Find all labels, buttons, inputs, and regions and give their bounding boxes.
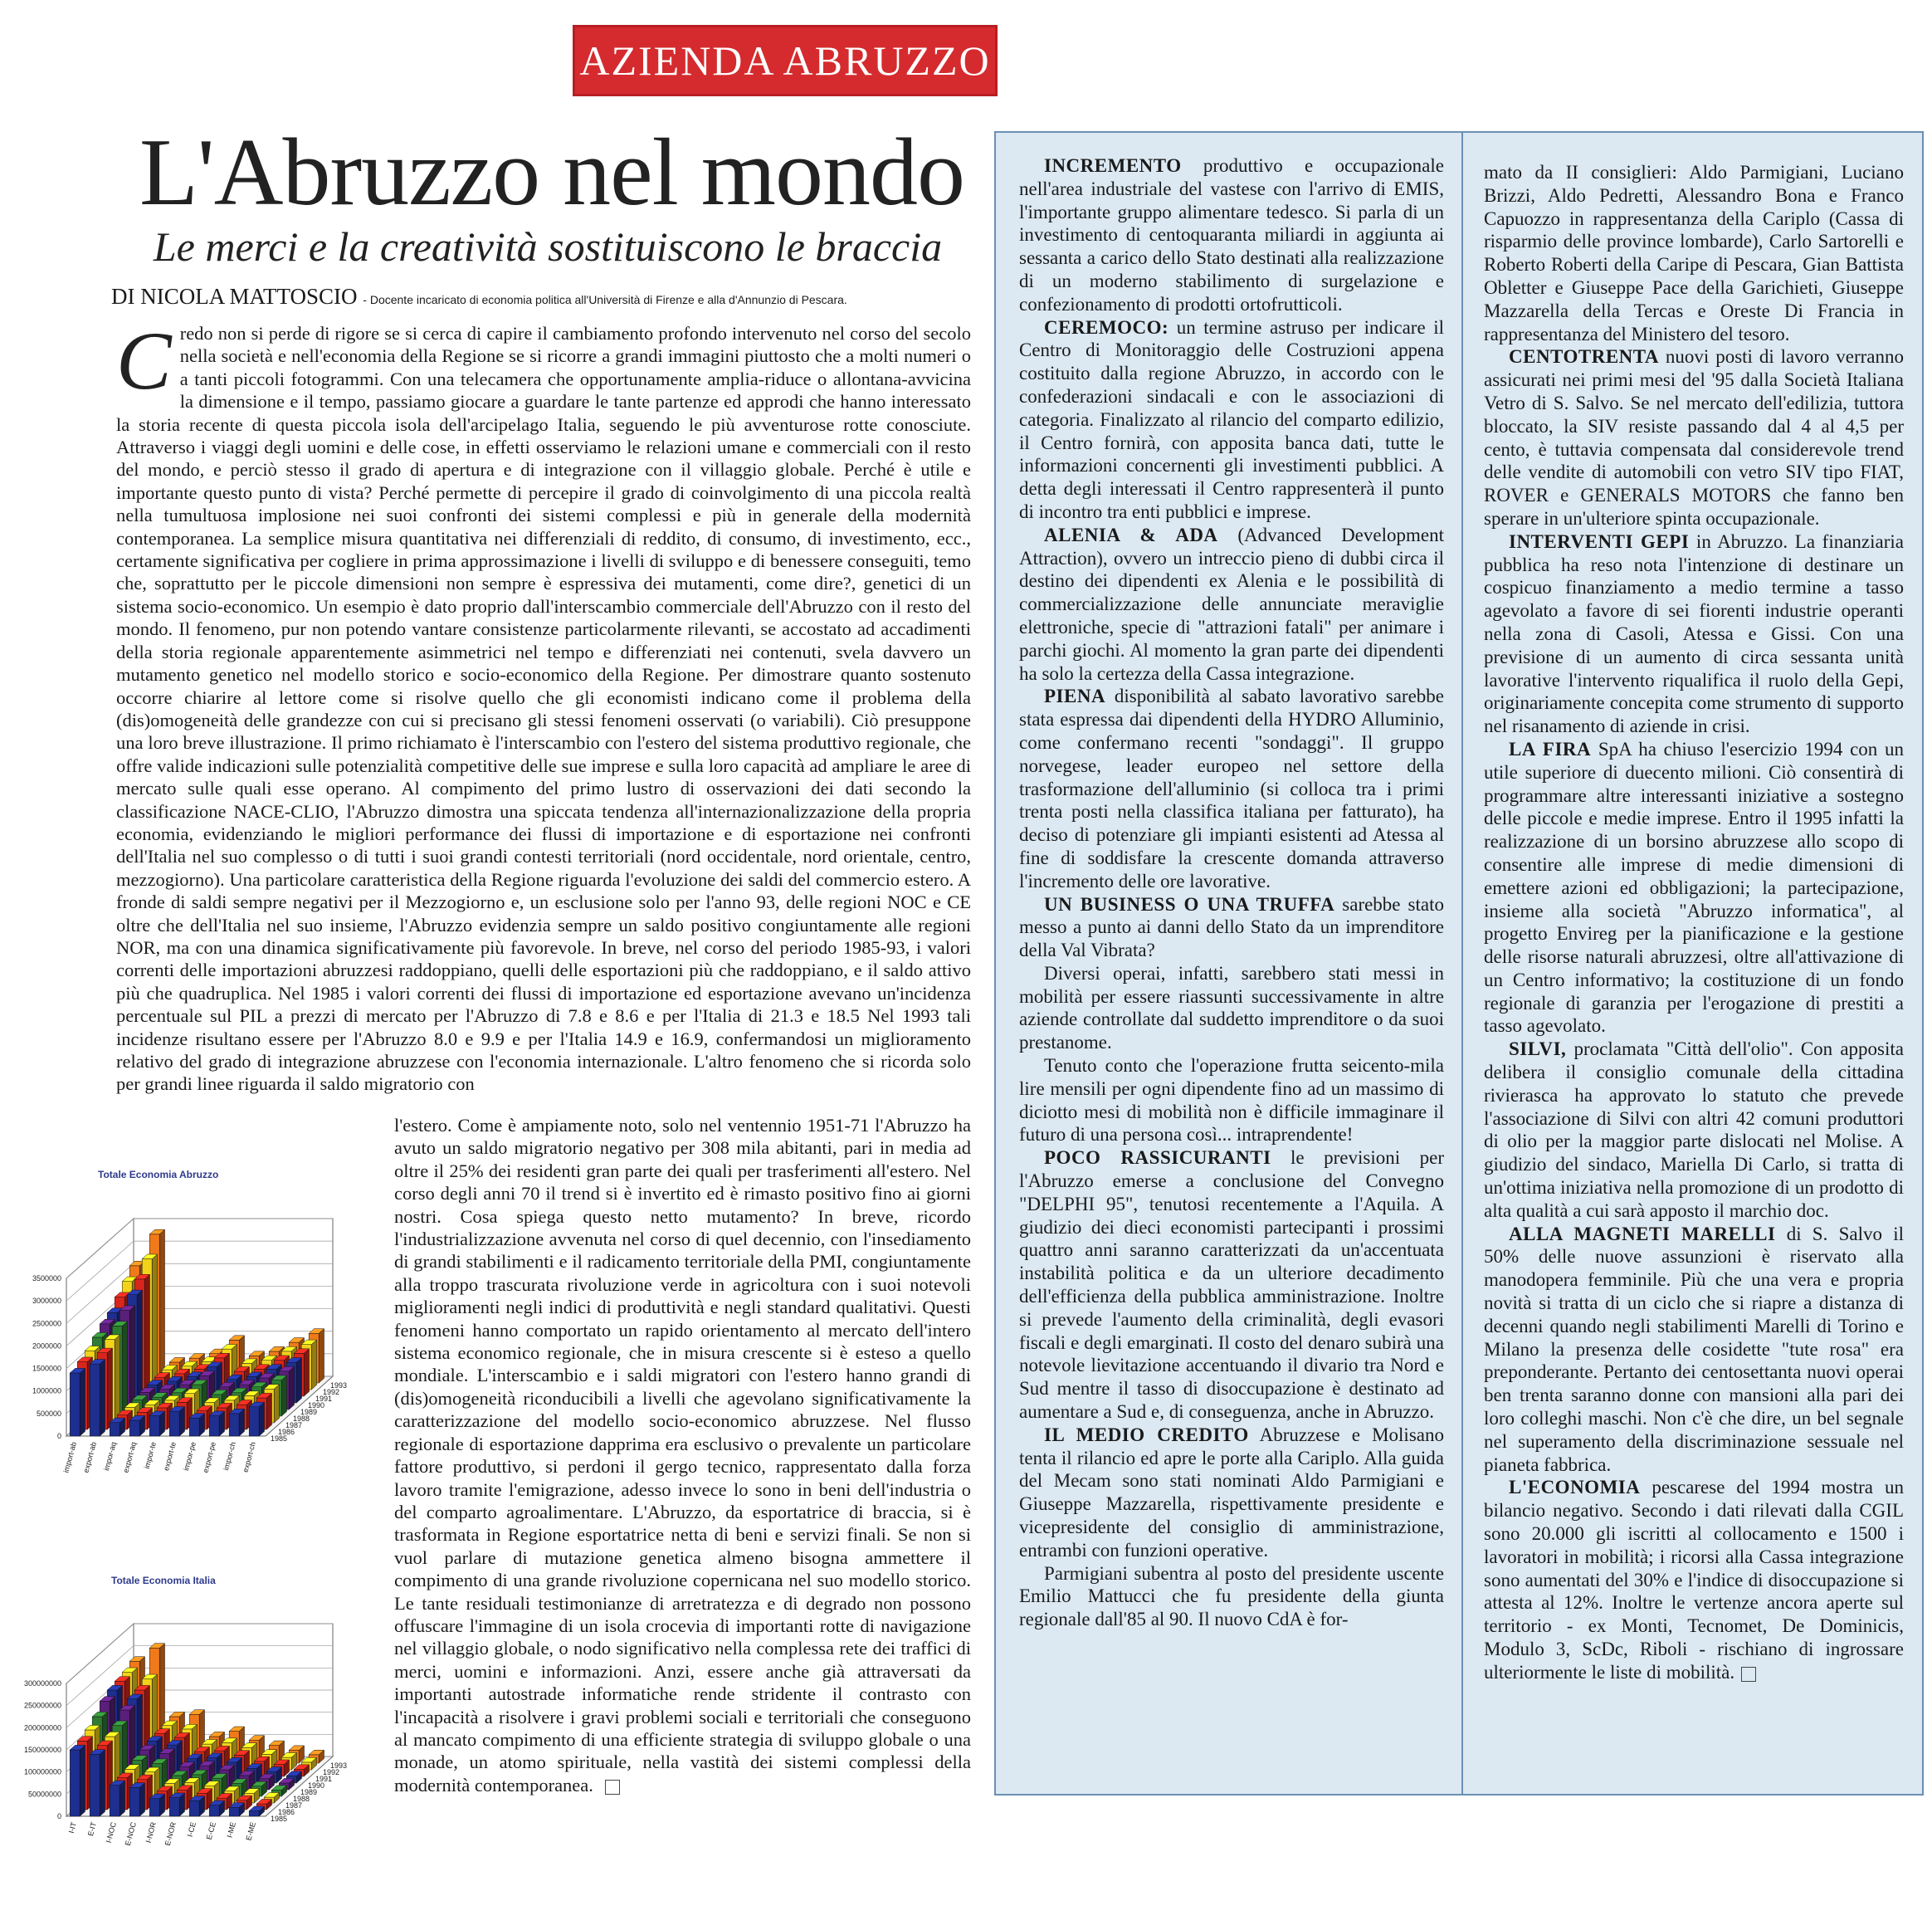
category-label: E-NOC (123, 1820, 138, 1847)
news-sidebar (994, 131, 1924, 1796)
y-tick-label: 3000000 (32, 1297, 61, 1306)
bar-side (129, 1306, 134, 1410)
bar-side (266, 1393, 271, 1429)
news-item (1484, 1038, 1904, 1222)
news-keyword: ALLA MAGNETI MARELLI (1509, 1223, 1776, 1244)
year-label: 1987 (285, 1801, 303, 1810)
category-label: export-aq (121, 1440, 138, 1474)
bar-side (107, 1348, 112, 1429)
bar-side (159, 1229, 164, 1383)
news-keyword: L'ECONOMIA (1509, 1477, 1641, 1498)
author-affiliation: - Docente incaricato di economia politica all'Università di Firenze e alla d'Annunzio di Pescara. (363, 293, 847, 306)
bar-side (122, 1322, 127, 1416)
y-tick-label: 2000000 (32, 1341, 61, 1351)
byline-prefix: DI (111, 284, 135, 309)
news-text: pescarese del 1994 mostra un bilancio negativo. Secondo i dati rilevati dalla CGIL sono 20.000 gli iscritti al collocamento e 1500 i lavoratori in mobilità; i ricorsi alla Cassa integrazione sono aumentati del 30% e l'indice di disoccupazione si attesta al 12%. Inoltre le vertenze ancora aperte sul territorio - ex Monti, Tecnomet, De Dominicis, Modulo 3, ScDc, Riboli - rischiano di ingrossare ulteriormente le liste di mobilità. (1484, 1477, 1904, 1683)
news-text: un termine astruso per indicare il Centro di Monitoraggio delle Costruzioni appena costituito dalla regione Abruzzo, in accordo con le confederazioni sindacali e con le associazioni di categoria. Finalizzato al rilancio del comparto edilizio, il Centro fornirà, con apposita banca dati, tutte le informazioni concernenti gli investimenti pubblici. A detta degli interessati il Centro rappresenterà il punto di incontro tra enti pubblici e imprese. (1019, 316, 1444, 522)
bar-side (144, 1274, 149, 1396)
bar-front (229, 1807, 239, 1816)
news-item (1484, 530, 1904, 738)
year-label: 1991 (315, 1395, 333, 1403)
category-label: I-CE (185, 1820, 198, 1838)
category-label: export-pe (201, 1440, 217, 1474)
bar-front (149, 1799, 159, 1816)
news-text: nuovi posti di lavoro verranno assicurati nei primi mesi del '95 dalla Società Italiana Vetro di S. Salvo. Se nel mercato dell'edilizia, tuttora bloccato, la SIV resiste passando dal 4 al 4,5 per cento, è tuttavia compensata dal considerevole trend delle vendite di automobili con vetro SIV tipo FIAT, ROVER e GENERALS MOTORS che fanno ben sperare in un'ulteriore spinta occupazionale. (1484, 346, 1904, 529)
bar-side (80, 1368, 85, 1436)
bar-front (129, 1420, 139, 1436)
chart-italia (0, 1592, 390, 1920)
year-label: 1989 (300, 1788, 318, 1796)
news-text: in Abruzzo. La finanziaria pubblica ha reso nota l'intenzione di destinare un cospicuo finanziamento a medio termine a tasso agevolato a favore di sei fiorenti industrie operanti nella zona di Casoli, Atessa e Gissi. Con una previsione di un aumento di circa sessanta unità lavorative l'intervento riqualifica il ruolo della Gepi, originariamente concepita come strumento di supporto nel risanamento di aziende in crisi. (1484, 530, 1904, 737)
category-label: E-NOR (163, 1820, 178, 1847)
bar-front (149, 1416, 159, 1436)
article-subtitle: Le merci e la creatività sostituiscono le braccia (153, 223, 943, 270)
bar-front (209, 1416, 219, 1436)
year-label: 1992 (323, 1388, 340, 1396)
sidebar-column-1 (1019, 154, 1444, 1631)
chart-title-abruzzo: Totale Economia Abruzzo (98, 1169, 219, 1180)
news-keyword: UN BUSINESS O UNA TRUFFA (1044, 893, 1335, 915)
news-keyword: CENTOTRENTA (1509, 346, 1660, 368)
bar-front (70, 1373, 80, 1436)
bar-front (169, 1411, 179, 1436)
news-text: sarebbe stato messo a punto ai danni dello Stato da un imprenditore della Val Vibrata? (1019, 893, 1444, 961)
news-item (1484, 738, 1904, 1038)
y-tick-label: 1000000 (32, 1386, 61, 1395)
bar-side (137, 1290, 142, 1403)
category-label: I-IT (66, 1820, 78, 1835)
news-text: disponibilità al sabato lavorativo sarebbe stata espressa dai dipendenti della HYDRO Alluminio, come confermano recenti "sondaggi". Il gruppo norvegese, leader europeo nel settore della trasformazione dell'alluminio (si colloca tra i primi trenta posti nella classifica italiana per fatturato), ha deciso di potenziare gli impianti esistenti ad Atessa al fine di soddisfare la crescente domanda attraverso l'incremento delle ore lavorative. (1019, 686, 1444, 892)
news-keyword: ALENIA & ADA (1044, 524, 1218, 545)
article-body-part1: redo non si perde di rigore se si cerca di capire il cambiamento profondo intervenuto nel corso del secolo nella società e nell'economia della Regione se si ricorre a grandi immagini piuttosto che a molti numeri o a tanti piccoli fotogrammi. Con una telecamera che opportunamente amplia-riduce o allontana-avvicina la dimensione e il tempo, passiamo giocare a guardare le tante partenze ed approdi che hanno interessato la storia recente di questa piccola isola dell'arcipelago Italia, seguendo le più avventurose rotte conosciute. Attraverso i viaggi degli uomini e delle cose, in effetti osserviamo le relazioni umane e commerciali con il resto del mondo, e perciò stesso il grado di apertura e di integrazione con il villaggio globale. Perché è utile e importante questo punto di vista? Perché permette di percepire il grado di coinvolgimento di una piccola realtà nella tumultuosa implosione nei suoi confronti dei sistemi complessi e più in generale della modernità contemporanea. La semplice misura quantitativa nei differenziali di reddito, di consumo, di investimento, ecc., certamente significativa per cogliere in prima approssimazione i livelli di sviluppo e di benessere conseguiti, temo che, soprattutto per le piccole dimensioni non sempre è espressiva dei mutamenti, come dire?, genetici di un sistema socio-economico. Un esempio è dato proprio dall'interscambio commerciale dell'Abruzzo con il resto del mondo. Il fenomeno, pur non potendo vantare consistenze particolarmente rilevanti, se accostato ad accadimenti della storia regionale apparentemente asimmetrici nel tempo e differenziati nei contenuti, svela davvero un mutamento genetico nel modello storico e socio-economico della Regione. Per dimostrare quanto sostenuto occorre chiarire al lettore come si risolve quello che gli economisti indicano come il problema della (dis)omogeneità delle grandezze con cui si precisano gli stessi fenomeni osservati (o variabili). Ciò presuppone una loro breve illustrazione. Il primo richiamato è l'interscambio con l'estero del sistema produttivo regionale, che offre valide indicazioni sulle potenzialità competitive delle sue imprese e sulla loro capacità ad ampliare le aree di mercato sulle quali esse operano. Al compimento del primo lustro di osservazioni dei dati secondo la classificazione NACE-CLIO, l'Abruzzo dimostra una spiccata tendenza all'internazionalizzazione della propria economia, evidenziando le migliori performance dei flussi di importazione e di esportazione nei confronti dell'Italia nel suo complesso o di tutti i suoi grandi contesti territoriali (nord occidentale, nord orientale, centro, mezzogiorno). Una particolare caratteristica della Regione riguarda l'evoluzione dei saldi del commercio estero. A fronde di saldi sempre negativi per il Mezzogiorno e, un esclusione solo per l'anno 93, delle regioni NOC e CE oltre che dell'Italia nel suo insieme, l'Abruzzo evidenzia sempre un saldo positivo congiuntamente alle regioni NOR, ma con una dinamica significativamente più favorevole. In breve, nel corso del periodo 1985-93, i valori correnti delle importazioni abruzzesi raddoppiano, quelli delle esportazioni più che raddoppiano, e il saldo attivo più che quadruplica. Nel 1985 i valori correnti dei flussi di importazione ed esportazione avevano un'incidenza percentuale sul PIL a prezzi di mercato per l'Abruzzo di 7.8 e 8.6 e per l'Italia di 21.3 e 18.5 Nel 1993 tali incidenze risultano essere per l'Abruzzo 8.0 e 9.9 e per l'Italia 14.9 e 16.9, confermandosi un miglioramento relativo del grado di integrazione abruzzese con l'economia internazionale. L'altro fenomeno che si ricorda solo per grandi linee riguarda il saldo migratorio con (116, 323, 971, 1095)
year-label: 1985 (271, 1434, 288, 1443)
y-tick-label: 0 (56, 1812, 61, 1820)
year-label: 1993 (330, 1761, 348, 1770)
news-keyword: CEREMOCO: (1044, 316, 1169, 338)
y-tick-label: 200000000 (23, 1723, 61, 1732)
bar-front (110, 1786, 120, 1816)
news-item (1484, 345, 1904, 530)
year-label: 1990 (308, 1401, 325, 1410)
bar-front (110, 1423, 120, 1436)
y-tick-label: 0 (56, 1432, 61, 1440)
y-tick-label: 100000000 (23, 1767, 61, 1776)
bar-side (115, 1335, 120, 1423)
bar-side (120, 1781, 124, 1816)
news-text: SpA ha chiuso l'esercizio 1994 con un utile superiore di duecento milioni. Ciò consentirà di programmare altre interessanti iniziative a sostegno delle piccole e medie imprese. Entro il 1995 infatti la realizzazione di un borsino abruzzese allo scopo di consentire alle imprese di medie dimensioni di emettere azioni ed obbligazioni; la partecipazione, insieme alla società "Abruzzo informatica", al progetto Envireg per la pianificazione e la gestione delle risorse naturali abruzzesi, oltre all'attivazione di un Centro informativo; la costituzione di un fondo regionale di garanzia per l'erogazione di prestiti a tasso agevolato. (1484, 738, 1904, 1037)
news-text: Abruzzese e Molisano tenta il rilancio ed apre le porte alla Cariplo. Alla guida del Mecam sono stati nominati Aldo Parmigiani e Giuseppe Mazzarella, rispettivamente presidente e vicepresidente del consiglio di amministrazione, entrambi con funzioni operative. (1019, 1424, 1444, 1561)
category-label: impor-ch (222, 1440, 237, 1472)
bar-front (209, 1805, 219, 1816)
bar-side (304, 1349, 309, 1396)
bar-front (90, 1364, 100, 1436)
year-label: 1986 (278, 1428, 295, 1436)
category-label: impor-te (142, 1440, 158, 1470)
chart-abruzzo (0, 1187, 390, 1552)
column-divider (1461, 133, 1463, 1794)
category-label: E-IT (85, 1820, 98, 1837)
article-body-continued (394, 1114, 971, 1796)
news-item (1484, 161, 1904, 345)
author-name: NICOLA MATTOSCIO (140, 284, 358, 309)
category-label: I-NOC (104, 1820, 118, 1844)
y-tick-label: 250000000 (23, 1701, 61, 1710)
bar-side (259, 1402, 264, 1436)
category-label: I-NOR (144, 1820, 158, 1844)
bar-side (296, 1358, 301, 1403)
bar-front (249, 1811, 259, 1816)
news-item (1484, 1223, 1904, 1477)
year-label: 1988 (293, 1795, 310, 1803)
category-label: E-ME (244, 1820, 257, 1842)
bar-front (90, 1754, 100, 1816)
year-label: 1992 (323, 1768, 340, 1776)
end-mark (1741, 1667, 1756, 1682)
news-text: (Advanced Development Attraction), ovvero un intreccio pieno di dubbi circa il destino dei dipendenti ex Alenia e le possibilità di commercializzazione delle annunciate meraviglie elettroniche, specie di "attrazioni fatali" per animare i parchi giochi. Al momento la gran parte dei dipendenti ha solo la certezza della Cassa integrazione. (1019, 524, 1444, 684)
section-header (573, 25, 998, 96)
year-label: 1987 (285, 1421, 303, 1429)
bar-side (179, 1407, 184, 1436)
bar-side (152, 1254, 157, 1390)
end-mark (605, 1780, 620, 1795)
news-text: le previsioni per l'Abruzzo emerse a conclusione del Convegno "DELPHI 95", tenutosi recentemente a l'Aquila. A giudizio dei dieci economisti partecipanti i prossimi quattro anni saranno caratterizzati da un'accentuata instabilità politica e da un ulteriore decadimento dell'efficienza della pubblica amministrazione. Inoltre si prevede l'aumento della criminalità, degli evasori fiscali e degli emarginati. Il costo del denaro subirà una notevole lievitazione accentuando il divario tra Nord e Sud mentre il tasso di disoccupazione è destinato ad aumentare a Sud e, di conseguenza, anche in Abruzzo. (1019, 1147, 1444, 1423)
news-text: mato da II consiglieri: Aldo Parmigiani, Luciano Brizzi, Aldo Pedretti, Alessandro Bona e Franco Capuozzo in rappresentanza della Cariplo (Cassa di risparmio delle province lombarde), Carlo Sartorelli e Roberto Roberti della Caripe di Pescara, Gian Battista Obletter e Giuseppe Pace della Garichieti, Giuseppe Mazzarella della Tercas e Oreste Di Francia in rappresentanza del Ministero del tesoro. (1484, 162, 1904, 344)
bar-side (100, 1360, 105, 1436)
category-label: export-te (162, 1440, 178, 1472)
bar-side (319, 1329, 324, 1383)
bar-side (311, 1340, 316, 1390)
section-label: AZIENDA ABRUZZO (579, 37, 991, 84)
year-label: 1985 (271, 1815, 288, 1823)
bar-side (289, 1366, 294, 1410)
news-keyword: INTERVENTI GEPI (1509, 530, 1690, 552)
news-item (1019, 1054, 1444, 1146)
category-label: export-ab (81, 1440, 98, 1474)
news-text: Diversi operai, infatti, sarebbero stati messi in mobilità per essere riassunti successivamente in altre aziende controllate dal suddetto imprenditore o da suoi prestanome. (1019, 962, 1444, 1053)
news-text: proclamata "Città dell'olio". Con apposita delibera il consiglio comunale della cittadina rivierasca ha approvato lo statuto che prevede l'associazione di Silvi con altri 42 comuni produttori di olio per la maggior parte dislocati nel Molise. A giudizio del sindaco, Mariella Di Carlo, si tratta di un'ottima iniziativa nella promozione di un prodotto di alta qualità a cui sarà apposto il marchio doc. (1484, 1038, 1904, 1221)
category-label: impor-aq (102, 1440, 118, 1472)
news-item (1019, 154, 1444, 316)
news-item (1019, 316, 1444, 524)
bar-side (80, 1745, 85, 1816)
year-label: 1986 (278, 1808, 295, 1816)
byline (111, 284, 991, 310)
bar-side (274, 1385, 279, 1423)
news-keyword: PIENA (1044, 686, 1106, 707)
news-item (1484, 1476, 1904, 1683)
bar-front (229, 1414, 239, 1436)
y-tick-label: 500000 (36, 1409, 61, 1418)
bar-front (169, 1798, 179, 1816)
year-label: 1989 (300, 1408, 318, 1416)
news-keyword: IL MEDIO CREDITO (1044, 1424, 1249, 1445)
bar-front (249, 1407, 259, 1436)
year-label: 1988 (293, 1414, 310, 1423)
news-text: di S. Salvo il 50% delle nuove assunzioni è riservato alla manodopera femminile. Più che una vera e propria novità si tratta di un ciclo che si riapre a distanza di decenni quando negli stabilimenti Marelli di Torino e Milano la presenza delle cosidette "tute rosa" era preponderante. Pertanto dei centosettanta nuovi operai ben trenta saranno donne con mansioni alla pari dei loro colleghi maschi. Non c'è che dire, un bel segnale nel superamento della discriminazione sessuale nel pianeta fabbrica. (1484, 1223, 1904, 1475)
news-item (1019, 524, 1444, 686)
category-label: export-ch (241, 1440, 257, 1473)
chart-title-italia: Totale Economia Italia (111, 1575, 216, 1586)
news-item (1019, 685, 1444, 892)
y-tick-label: 2500000 (32, 1319, 61, 1328)
news-keyword: INCREMENTO (1044, 155, 1182, 176)
news-item (1019, 1146, 1444, 1424)
category-label: E-CE (204, 1820, 217, 1841)
bar-side (281, 1375, 286, 1416)
y-tick-label: 150000000 (23, 1746, 61, 1754)
bar-side (139, 1783, 144, 1816)
y-tick-label: 300000000 (23, 1679, 61, 1688)
news-keyword: LA FIRA (1509, 738, 1592, 760)
y-tick-label: 50000000 (27, 1790, 61, 1799)
bar-front (189, 1800, 199, 1816)
bar-front (129, 1787, 139, 1816)
bar-side (100, 1750, 105, 1816)
drop-cap: C (116, 315, 172, 407)
bar-front (189, 1418, 199, 1436)
year-label: 1990 (308, 1781, 325, 1790)
news-item (1019, 1424, 1444, 1562)
news-item (1019, 1562, 1444, 1631)
news-keyword: POCO RASSICURANTI (1044, 1147, 1271, 1169)
category-label: I-ME (225, 1820, 237, 1839)
sidebar-column-2 (1484, 161, 1904, 1684)
news-text: Tenuto conto che l'operazione frutta seicento-mila lire mensili per ogni dipendente fino ad un massimo di diciotto mesi di mobilità non è difficile immaginare il futuro di una persona così... intraprendente! (1019, 1055, 1444, 1146)
news-keyword: SILVI, (1509, 1038, 1567, 1060)
article-body-part2: l'estero. Come è ampiamente noto, solo nel ventennio 1951-71 l'Abruzzo ha avuto un saldo migratorio negativo per 308 mila abitanti, pari in media ad oltre il 25% dei residenti gran parte dei quali per trasferimenti all'estero. Nel corso degli anni 70 il trend si è invertito ed è rimasto positivo fino ai giorni nostri. Cosa spiega questo netto mutamento? In breve, ricordo l'industrializzazione avvenuta nel corso di quel decennio, con l'insediamento di grandi stabilimenti e il radicamento territoriale della PMI, congiuntamente alla troppo trascurata rivoluzione verde in agricoltura con i suoi notevoli miglioramenti negli indici di produttività e negli standard qualitativi. Questi fenomeni hanno comportato un rapido orientamento al mercato dell'intero sistema economico regionale, che in misura crescente si è esteso a quello mondiale. L'interscambio e i saldi migratori con l'estero hanno grandi di (dis)omogeneità riconducibili a livelli che agevolano significativamente la caratterizzazione del modello socio-economico abruzzese. Nel flusso regionale di esportazione dapprima era esclusivo o prevalente un particolare fattore produttivo, si perdoni il gergo tecnico, rappresentato dalla forza lavoro tramite l'emigrazione, adesso invece lo sono in beni dell'industria o del comparto agroalimentare. L'Abruzzo, da esportatrice di braccia, si è trasformata in Regione esportatrice netta di beni e servizi finali. Se non si vuol parlare di mutazione genetica almeno bisogna ammettere il compimento di una grande rivoluzione copernicana nel suo modello storico. Le tante residuali testimonianze di arretratezza e di degrado non possono offuscare l'immagine di un isola crocevia di importanti rotte di navigazione nel villaggio globale, o nodo significativo nella complessa rete dei traffici di merci, uomini e informazioni. Anzi, essere anche già attraversati da importanti autostrade informatiche rende stridente il contrasto con l'incapacità a risolvere i gravi problemi sociali e territoriali che conseguono al mancato compimento di una efficiente strategia di sviluppo globale o una monade, un atomo spirituale, nella vastità dei sistemi complessi della modernità contemporanea. (394, 1115, 971, 1796)
news-item (1019, 893, 1444, 962)
bar-front (70, 1750, 80, 1816)
category-label: impor-pe (182, 1440, 198, 1472)
year-label: 1991 (315, 1775, 333, 1783)
category-label: import-ab (61, 1440, 78, 1474)
article-title: L'Abruzzo nel mondo (139, 120, 965, 226)
news-item (1019, 962, 1444, 1054)
article-body-main (116, 315, 971, 1096)
year-label: 1993 (330, 1381, 348, 1390)
news-text: produttivo e occupazionale nell'area industriale del vastese con l'arrivo di EMIS, l'importante gruppo alimentare tedesco. Si parla di un investimento di centoquaranta miliardi in aggiunta ai sessanta a carico dello Stato destinati alla realizzazione di un moderno stabilimento di surgelazione e confezionamento di prodotti ortofrutticoli. (1019, 155, 1444, 315)
y-tick-label: 3500000 (32, 1274, 61, 1283)
y-tick-label: 1500000 (32, 1364, 61, 1373)
news-text: Parmigiani subentra al posto del presidente uscente Emilio Mattucci che fu presidente della giunta regionale dall'85 al 90. Il nuovo CdA è for- (1019, 1562, 1444, 1630)
